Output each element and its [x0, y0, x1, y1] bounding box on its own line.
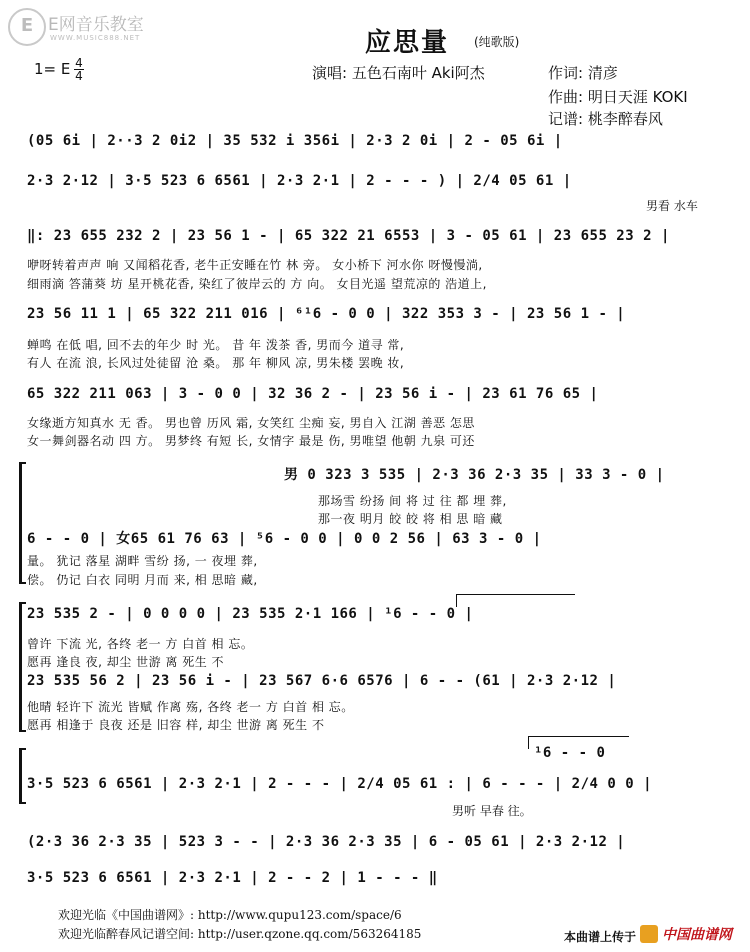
- notation-line-10: 3·5 523 6 6561 | 2·3 2·1 | 2 - - - | 2/4 05 61 : | 6 - - - | 2/4 0 0 |: [27, 776, 653, 792]
- watermark-url: WWW.MUSIC888.NET: [50, 34, 141, 42]
- volta-ending-notes: ¹6 - - 0: [534, 745, 606, 761]
- footer-link-2[interactable]: 欢迎光临醉春风记谱空间: http://user.qzone.qq.com/563264185: [58, 927, 422, 941]
- lyricist-credit: 作词: 清彦: [548, 64, 618, 82]
- notation-line-7: 6 - - 0 | 女65 61 76 63 | ⁵6 - 0 0 | 0 0 2 56 | 63 3 - 0 |: [27, 531, 542, 547]
- notation-line-6: 男 0 323 3 535 | 2·3 36 2·3 35 | 33 3 - 0 |: [284, 467, 665, 483]
- notation-line-5: 65 322 211 063 | 3 - 0 0 | 32 36 2 - | 23 56 i - | 23 61 76 65 |: [27, 386, 599, 402]
- time-signature-top: 4: [75, 56, 83, 70]
- notation-line-3: ‖: 23 655 232 2 | 23 56 1 - | 65 322 21 6553 | 3 - 05 61 | 23 655 23 2 |: [27, 228, 670, 244]
- system-bracket-3: [19, 748, 26, 804]
- footer-link-1[interactable]: 欢迎光临《中国曲谱网》: http://www.qupu123.com/space/6: [58, 908, 402, 922]
- watermark-text: E网音乐教室: [48, 15, 144, 35]
- notation-line-8: 23 535 2 - | 0 0 0 0 | 23 535 2·1 166 | ¹6 - - 0 |: [27, 606, 474, 622]
- lyric-line-4a: 蝉鸣 在低 唱, 回不去的年少 时 光。 昔 年 泼茶 香, 男而今 道寻 常,: [27, 338, 405, 352]
- site-logo[interactable]: [640, 924, 744, 944]
- singers-credit: 演唱: 五色石南叶 Aki阿杰: [312, 64, 485, 82]
- lyric-line-8b: 愿再 逢良 夜, 却尘 世游 离 死生 不: [27, 655, 225, 669]
- lyric-line-3a: 咿呀转着声声 响 又闻稻花香, 老牛正安睡在竹 林 旁。 女小桥下 河水你 呀慢慢淌,: [27, 258, 483, 272]
- lyric-line-5b: 女一舞剑器名动 四 方。 男梦终 有短 长, 女情字 最是 伤, 男唯望 他朝 九泉 可还: [27, 434, 475, 448]
- notation-line-2: 2·3 2·12 | 3·5 523 6 6561 | 2·3 2·1 | 2 - - - ) | 2/4 05 61 |: [27, 173, 572, 189]
- notation-line-11: (2·3 36 2·3 35 | 523 3 - - | 2·3 36 2·3 35 | 6 - 05 61 | 2·3 2·12 |: [27, 834, 626, 850]
- lyric-line-6a: 那场雪 纷扬 间 将 过 往 都 埋 葬,: [318, 494, 507, 508]
- system-bracket-1: [19, 462, 26, 584]
- lyric-fragment-2: 男看 水车: [646, 199, 698, 213]
- key-signature: 1= E: [34, 60, 71, 78]
- lyric-line-5a: 女缘逝方知真水 无 香。 男也曾 历风 霜, 女笑红 尘痴 妄, 男自入 江湖 善恶 怎思: [27, 416, 475, 430]
- composer-credit: 作曲: 明日天涯 KOKI: [548, 88, 688, 106]
- lyric-line-7a: 量。 犹记 落星 湖畔 雪纷 扬, 一 夜埋 葬,: [27, 554, 258, 568]
- transcriber-credit: 记谱: 桃李醉春风: [548, 110, 663, 128]
- lyric-line-7b: 偿。 仍记 白衣 同明 月而 来, 相 思暗 藏,: [27, 573, 258, 587]
- notation-line-9: 23 535 56 2 | 23 56 i - | 23 567 6·6 6576 | 6 - - (61 | 2·3 2·12 |: [27, 673, 617, 689]
- notation-line-1: (05 6i | 2··3 2 0i2 | 35 532 i 356i | 2·3 2 0i | 2 - 05 6i |: [27, 133, 563, 149]
- upload-label: 本曲谱上传于: [564, 930, 637, 944]
- time-signature: [74, 58, 84, 82]
- logo-icon: [640, 925, 658, 943]
- lyric-line-3b: 细雨滴 答蒲葵 坊 星开桃花香, 染红了彼岸云的 方 向。 女目光遥 望荒凉的 浩道上,: [27, 277, 487, 291]
- song-subtitle: (纯歌版): [474, 35, 520, 49]
- lyric-line-6b: 那一夜 明月 皎 皎 将 相 思 暗 藏: [318, 512, 503, 526]
- logo-text: 中国曲谱网: [662, 927, 732, 943]
- system-bracket-2: [19, 602, 26, 732]
- watermark-logo: [8, 6, 168, 50]
- lyric-line-9b: 愿再 相逢于 良夜 还是 旧容 样, 却尘 世游 离 死生 不: [27, 718, 325, 732]
- notation-line-12: 3·5 523 6 6561 | 2·3 2·1 | 2 - - 2 | 1 - - - ‖: [27, 870, 438, 886]
- notation-line-4: 23 56 11 1 | 65 322 211 016 | ⁶¹6 - 0 0 | 322 353 3 - | 23 56 1 - |: [27, 306, 626, 322]
- lyric-line-8a: 曾许 下流 光, 各终 老一 方 白首 相 忘。: [27, 637, 254, 651]
- time-signature-bottom: 4: [75, 69, 83, 83]
- lyric-line-4b: 有人 在流 浪, 长风过处徒留 沧 桑。 那 年 柳风 凉, 男朱楼 罢晚 妆,: [27, 356, 405, 370]
- lyric-line-9a: 他晴 轻许下 流光 皆赋 作离 殇, 各终 老一 方 白首 相 忘。: [27, 700, 354, 714]
- song-title: 应思量: [365, 28, 450, 58]
- watermark-glyph: E: [8, 8, 46, 46]
- lyric-fragment-10: 男听 早春 往。: [452, 804, 532, 818]
